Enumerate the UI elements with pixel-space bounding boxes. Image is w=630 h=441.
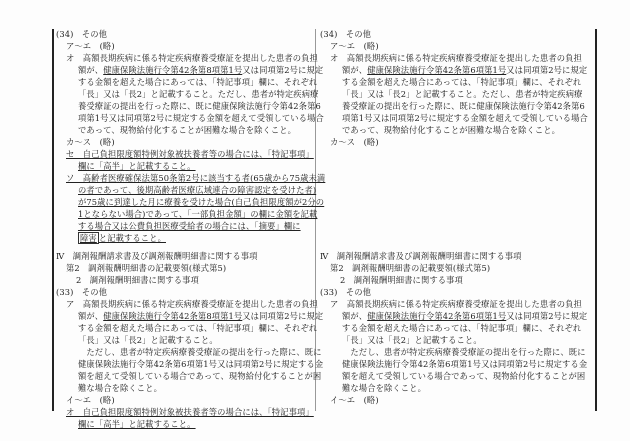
boxed-term: 障害 <box>80 233 97 243</box>
paragraph-line: であって、現物給付化することが困難な場合を除くこと。 <box>342 125 561 135</box>
added-line: 欄に「高半」と記載すること。 <box>78 419 196 429</box>
paragraph-line: 項第1号又は同項第2号に規定する金額を超えて受領している場合 <box>342 113 588 123</box>
paragraph-line: する金額を超えた場合にあっては、「特記事項」欄に、それぞれ <box>342 323 582 333</box>
paragraph-line: オ 高額長期疾病に係る特定疾病療養受療証を提出した患者の負担 <box>330 53 582 63</box>
paragraph-line: 養受療証の提出を行った際に、既に健康保険法施行令第42条第6 <box>78 101 321 111</box>
paragraph-line: ただし、患者が特定疾病療養受療証の提出を行った際に、既に <box>342 347 586 357</box>
paragraph-line: 項第1号又は同項第2号に規定する金額を超えて受領している場合 <box>78 113 324 123</box>
added-line: 1とならない場合)であって、「一部負担金額」の欄に金額を記載 <box>78 209 318 219</box>
paragraph-line: 額が、健康保険法施行令第42条第8項第1号又は同項第2号に規定 <box>78 65 324 75</box>
section-heading: (34) その他 <box>56 29 108 39</box>
paragraph-line: 難な場合を除くこと。 <box>78 383 162 393</box>
paragraph-line: 「長」又は「長2」と記載すること。 <box>78 335 218 345</box>
paragraph-line: 額を超えて受領している場合であって、現物給付化することが困 <box>342 371 586 381</box>
paragraph-line: 「長」又は「長2」と記載すること。ただし、患者が特定疾病療 <box>342 89 583 99</box>
omitted-items: カ～ス (略) <box>66 137 115 147</box>
comparison-table <box>52 29 597 429</box>
amended-reference: 健康保険法施行令第42条第6項第1号 <box>367 311 507 321</box>
paragraph-line: 額が、健康保険法施行令第42条第6項第1号又は同項第2号に規定 <box>342 311 588 321</box>
paragraph-line: する金額を超えた場合にあっては、「特記事項」欄に、それぞれ <box>78 323 318 333</box>
sub-heading: 第2 調剤報酬明細書の記載要領(様式第5) <box>330 263 491 273</box>
added-line: オ 自己負担限度額特例対象被扶養者等の場合には、「特記事項」 <box>66 407 314 417</box>
paragraph-line: 「長」又は「長2」と記載すること。ただし、患者が特定疾病療 <box>78 89 319 99</box>
current-column <box>316 29 593 411</box>
paragraph-line: 健康保険法施行令第42条第6項第1号又は同項第2号に規定する金 <box>342 359 588 369</box>
paragraph-line: ア 高額長期疾病に係る特定疾病療養受療証を提出した患者の負担 <box>66 299 318 309</box>
paragraph-line: オ 高額長期疾病に係る特定疾病療養受療証を提出した患者の負担 <box>66 53 318 63</box>
sub-heading: 第2 調剤報酬明細書の記載要領(様式第5) <box>66 263 227 273</box>
paragraph-line: 難な場合を除くこと。 <box>342 383 426 393</box>
section-heading: (33) その他 <box>320 287 372 297</box>
revised-column <box>54 29 326 429</box>
paragraph-line: 額が、健康保険法施行令第42条第6項第1号又は同項第2号に規定 <box>342 65 588 75</box>
added-line: ソ 高齢者医療確保法第50条第2号に該当する者(65歳から75歳未満 <box>66 173 326 183</box>
paragraph-line: する金額を超えた場合にあっては、「特記事項」欄に、それぞれ <box>78 77 318 87</box>
paragraph-line: 養受療証の提出を行った際に、既に健康保険法施行令第42条第6 <box>342 101 585 111</box>
omitted-items: カ～ス (略) <box>330 137 379 147</box>
paragraph-line: する金額を超えた場合にあっては、「特記事項」欄に、それぞれ <box>342 77 582 87</box>
chapter-heading: Ⅳ 調剤報酬請求書及び調剤報酬明細書に関する事項 <box>320 251 522 261</box>
added-line: セ 自己負担限度額特例対象被扶養者等の場合には、「特記事項」 <box>66 149 314 159</box>
added-line: が75歳に到達した月に療養を受けた場合(自己負担限度額が2分の <box>78 197 325 207</box>
section-heading: (33) その他 <box>56 287 108 297</box>
section-heading: (34) その他 <box>320 29 372 39</box>
paragraph-line: ア 高額長期疾病に係る特定疾病療養受療証を提出した患者の負担 <box>330 299 582 309</box>
paragraph-line: 「長」又は「長2」と記載すること。 <box>342 335 482 345</box>
amended-reference: 健康保険法施行令第42条第8項第1号 <box>103 65 243 75</box>
amended-reference: 健康保険法施行令第42条第6項第1号 <box>367 65 507 75</box>
paragraph-line: ただし、患者が特定疾病療養受療証の提出を行った際に、既に <box>78 347 322 357</box>
amended-reference: 健康保険法施行令第42条第8項第1号 <box>103 311 243 321</box>
omitted-items: イ～エ (略) <box>330 395 379 405</box>
paragraph-line: であって、現物給付化することが困難な場合を除くこと。 <box>78 125 297 135</box>
added-line: する場合又は公費負担医療受給者の場合には、「摘要」欄に <box>78 221 301 231</box>
omitted-items: イ～エ (略) <box>66 395 115 405</box>
sub-heading: 2 調剤報酬明細書に関する事項 <box>76 275 199 285</box>
sub-heading: 2 調剤報酬明細書に関する事項 <box>340 275 463 285</box>
omitted-items: ア～エ (略) <box>330 41 379 51</box>
omitted-items: ア～エ (略) <box>66 41 115 51</box>
added-line: 欄に「高半」と記載すること。 <box>78 161 196 171</box>
paragraph-line: 健康保険法施行令第42条第6項第1号又は同項第2号に規定する金 <box>78 359 324 369</box>
paragraph-line: 額が、健康保険法施行令第42条第8項第1号又は同項第2号に規定 <box>78 311 324 321</box>
added-line: の者であって、後期高齢者医療広域連合の障害認定を受けた者) <box>78 185 317 195</box>
chapter-heading: Ⅳ 調剤報酬請求書及び調剤報酬明細書に関する事項 <box>56 251 258 261</box>
added-line: 障害 と記載すること。 <box>80 233 166 243</box>
paragraph-line: 額を超えて受領している場合であって、現物給付化することが困 <box>78 371 322 381</box>
